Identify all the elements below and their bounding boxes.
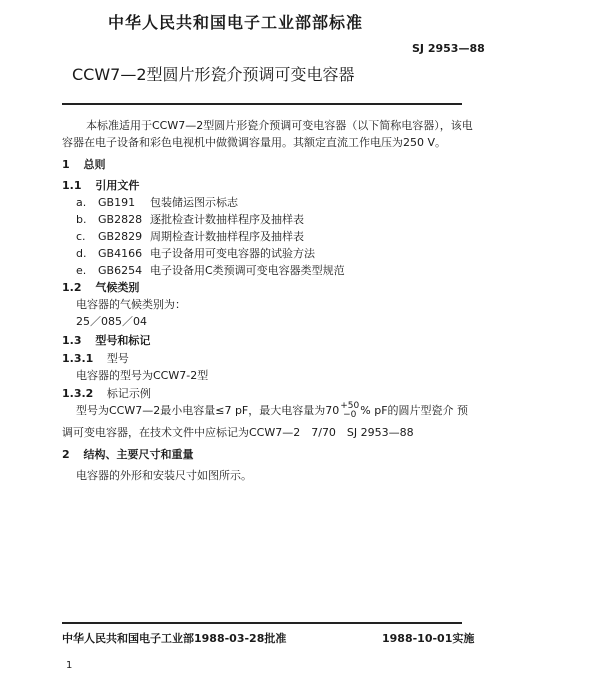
standard-code: SJ 2953—88 <box>412 42 485 55</box>
reference-item: c. GB2829 周期检查计数抽样程序及抽样表 <box>76 230 304 243</box>
section-2-heading <box>62 446 194 462</box>
section-1-3-title: 型号和标记 <box>95 334 151 347</box>
reference-item: a. GB191 包装储运图示标志 <box>76 196 238 209</box>
section-1-3-1-heading <box>62 350 129 366</box>
section-1-1-number: 1.1 <box>62 179 82 192</box>
section-1-3-number: 1.3 <box>62 334 82 347</box>
reference-item: e. GB6254 电子设备用C类预调可变电容器类型规范 <box>76 264 345 277</box>
section-1-3-1-title: 型号 <box>106 352 129 365</box>
header-divider <box>62 103 462 105</box>
section-1-2-number: 1.2 <box>62 281 82 294</box>
section-1-number: 1 <box>62 158 70 171</box>
section-1-1-title: 引用文件 <box>95 179 140 192</box>
effective-date: 1988-10-01实施 <box>382 632 475 645</box>
reference-list <box>76 194 345 279</box>
approval-date: 中华人民共和国电子工业部1988-03-28批准 <box>62 632 287 645</box>
reference-item: b. GB2828 逐批检查计数抽样程序及抽样表 <box>76 213 304 226</box>
intro-line-1: 本标准适用于CCW7—2型圆片形瓷介预调可变电容器（以下简称电容器），该电 <box>86 119 473 132</box>
section-1-heading <box>62 156 106 172</box>
section-1-2-title: 气候类别 <box>95 281 140 294</box>
section-1-3-2-number: 1.3.2 <box>62 387 94 400</box>
section-2-title: 结构、主要尺寸和重量 <box>83 448 194 461</box>
document-title: CCW7—2型圆片形瓷介预调可变电容器 <box>72 65 355 84</box>
marking-example-line-2: 调可变电容器，在技术文件中应标记为CCW7—2 7/70 SJ 2953—88 <box>62 426 414 439</box>
climate-category-text: 电容器的气候类别为： <box>76 298 186 311</box>
section-1-3-heading <box>62 332 150 348</box>
section-2-number: 2 <box>62 448 70 461</box>
tolerance-fraction: +50 −0 <box>340 401 360 420</box>
intro-line-2: 容器在电子设备和彩色电视机中做微调容量用。其额定直流工作电压为250 V。 <box>62 136 447 149</box>
section-1-2-heading <box>62 279 139 295</box>
section-2-text: 电容器的外形和安装尺寸如图所示。 <box>76 469 252 482</box>
section-1-3-1-number: 1.3.1 <box>62 352 94 365</box>
section-1-1-heading <box>62 177 139 193</box>
page-number: 1 <box>66 660 73 671</box>
section-1-title: 总则 <box>83 158 106 171</box>
footer-divider <box>62 622 462 624</box>
climate-category-value: 25／085／04 <box>76 315 147 328</box>
marking-example-line-1: 型号为CCW7—2最小电容量≤7 pF，最大电容量为70 +50 −0 % pF的圆片型瓷介 预 <box>76 401 469 420</box>
model-text: 电容器的型号为CCW7-2型 <box>76 369 209 382</box>
section-1-3-2-heading <box>62 385 151 401</box>
reference-item: d. GB4166 电子设备用可变电容器的试验方法 <box>76 247 315 260</box>
section-1-3-2-title: 标记示例 <box>106 387 151 400</box>
issuing-org-title: 中华人民共和国电子工业部部标准 <box>108 13 364 32</box>
